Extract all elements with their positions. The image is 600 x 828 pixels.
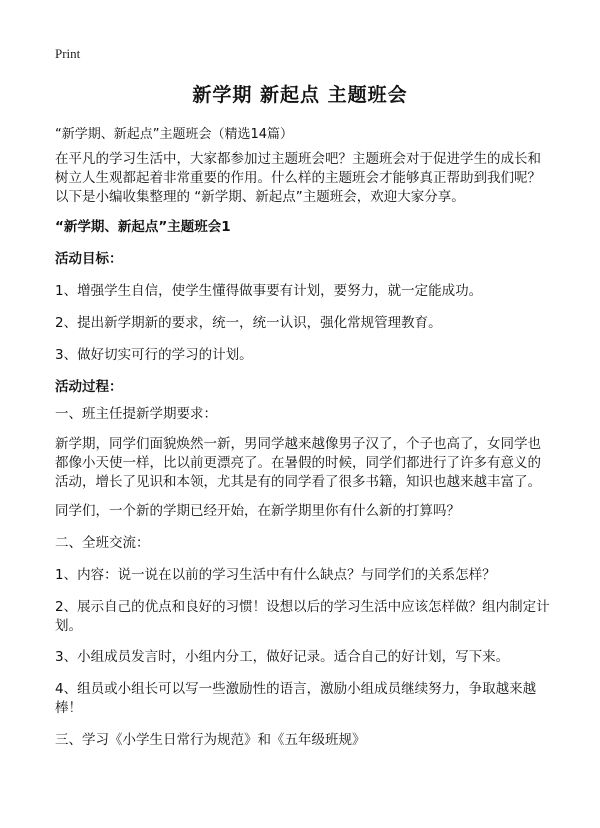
process-paragraph: 新学期，同学们面貌焕然一新，男同学越来越像男子汉了，个子也高了，女同学也都像小天使一样，比以前更漂亮了。在暑假的时候，同学们都进行了许多有意义的活动，增长了见识和本领，尤其是有的同学看了很多书籍，知识也越来越丰富了。: [55, 436, 541, 490]
exchange-item: 1、内容：说一说在以前的学习生活中有什么缺点？与同学们的关系怎样？: [55, 567, 496, 583]
subtitle: “新学期、新起点”主题班会（精选14篇）: [55, 127, 294, 142]
section-heading: “新学期、新起点”主题班会1: [55, 219, 231, 235]
process-step: 二、全班交流：: [55, 535, 150, 551]
goal-item: 3、做好切实可行的学习的计划。: [55, 347, 253, 363]
exchange-item: 2、展示自己的优点和良好的习惯！设想以后的学习生活中应该怎样做？组内制定计划。: [55, 599, 550, 634]
page-title: 新学期 新起点 主题班会: [192, 84, 408, 106]
intro-paragraph: 在平凡的学习生活中，大家都参加过主题班会吧？主题班会对于促进学生的成长和树立人生观都起着非常重要的作用。什么样的主题班会才能够真正帮助到我们呢？以下是小编收集整理的 “新学期、新起点”主题班会，欢迎大家分享。: [55, 151, 541, 205]
goal-item: 2、提出新学期新的要求，统一，统一认识，强化常规管理教育。: [55, 315, 442, 331]
process-paragraph: 同学们，一个新的学期已经开始，在新学期里你有什么新的打算吗？: [55, 503, 460, 519]
process-heading: 活动过程：: [55, 379, 123, 395]
exchange-item: 3、小组成员发言时，小组内分工，做好记录。适合自己的好计划，写下来。: [55, 649, 510, 665]
print-link[interactable]: Print: [55, 46, 81, 61]
goals-heading: 活动目标：: [55, 251, 123, 267]
exchange-item: 4、组员或小组长可以写一些激励性的语言，激励小组成员继续努力，争取越来越棒！: [55, 681, 537, 716]
process-step: 一、班主任提新学期要求：: [55, 406, 217, 422]
goal-item: 1、增强学生自信，使学生懂得做事要有计划，要努力，就一定能成功。: [55, 283, 483, 299]
process-step: 三、学习《小学生日常行为规范》和《五年级班规》: [55, 732, 366, 748]
